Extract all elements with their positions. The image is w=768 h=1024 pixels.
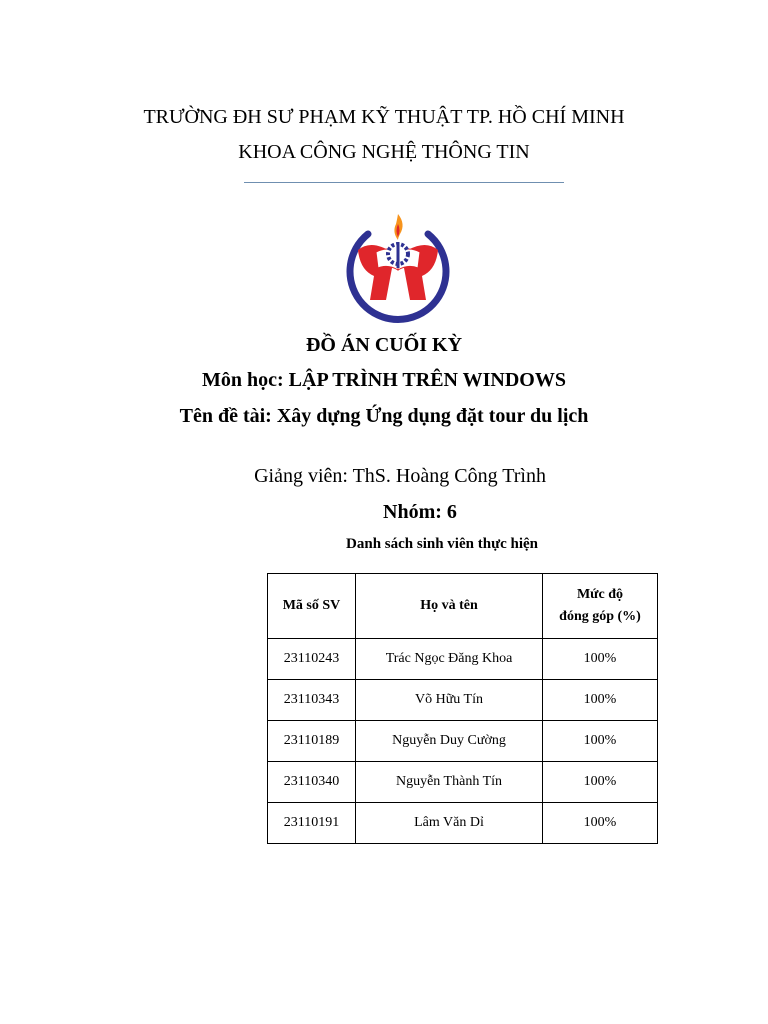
- university-logo-icon: [340, 210, 456, 326]
- table-row: [268, 680, 658, 721]
- faculty-name: KHOA CÔNG NGHỆ THÔNG TIN: [238, 141, 530, 163]
- student-id: 23110340: [268, 762, 356, 803]
- column-header-name: Họ và tên: [356, 574, 543, 639]
- student-contribution: 100%: [543, 721, 658, 762]
- table-row: [268, 762, 658, 803]
- header-divider: [244, 182, 564, 183]
- student-id: 23110343: [268, 680, 356, 721]
- student-id: 23110189: [268, 721, 356, 762]
- topic-title: Tên đề tài: Xây dựng Ứng dụng đặt tour du lịch: [179, 405, 589, 427]
- student-list-caption: Danh sách sinh viên thực hiện: [346, 536, 538, 552]
- student-contribution: 100%: [543, 639, 658, 680]
- school-name: TRƯỜNG ĐH SƯ PHẠM KỸ THUẬT TP. HỒ CHÍ MINH: [143, 106, 625, 128]
- student-id: 23110191: [268, 803, 356, 844]
- lecturer-name: Giảng viên: ThS. Hoàng Công Trình: [254, 465, 546, 487]
- student-name: Lâm Văn Dỉ: [356, 803, 543, 844]
- table-header-row: [268, 574, 658, 639]
- subject-title: Môn học: LẬP TRÌNH TRÊN WINDOWS: [202, 369, 566, 391]
- student-name: Võ Hữu Tín: [356, 680, 543, 721]
- student-name: Trác Ngọc Đăng Khoa: [356, 639, 543, 680]
- group-number: Nhóm: 6: [383, 501, 457, 523]
- student-name: Nguyễn Duy Cường: [356, 721, 543, 762]
- table-row: [268, 639, 658, 680]
- student-name: Nguyễn Thành Tín: [356, 762, 543, 803]
- contribution-header-line2: đóng góp (%): [559, 609, 641, 624]
- table-row: [268, 803, 658, 844]
- student-id: 23110243: [268, 639, 356, 680]
- student-table: [267, 573, 658, 844]
- column-header-id: Mã số SV: [268, 574, 356, 639]
- table-row: [268, 721, 658, 762]
- student-contribution: 100%: [543, 680, 658, 721]
- student-contribution: 100%: [543, 762, 658, 803]
- contribution-header-line1: Mức độ: [576, 587, 624, 602]
- student-contribution: 100%: [543, 803, 658, 844]
- project-title: ĐỒ ÁN CUỐI KỲ: [305, 334, 463, 356]
- column-header-contribution: [543, 574, 658, 639]
